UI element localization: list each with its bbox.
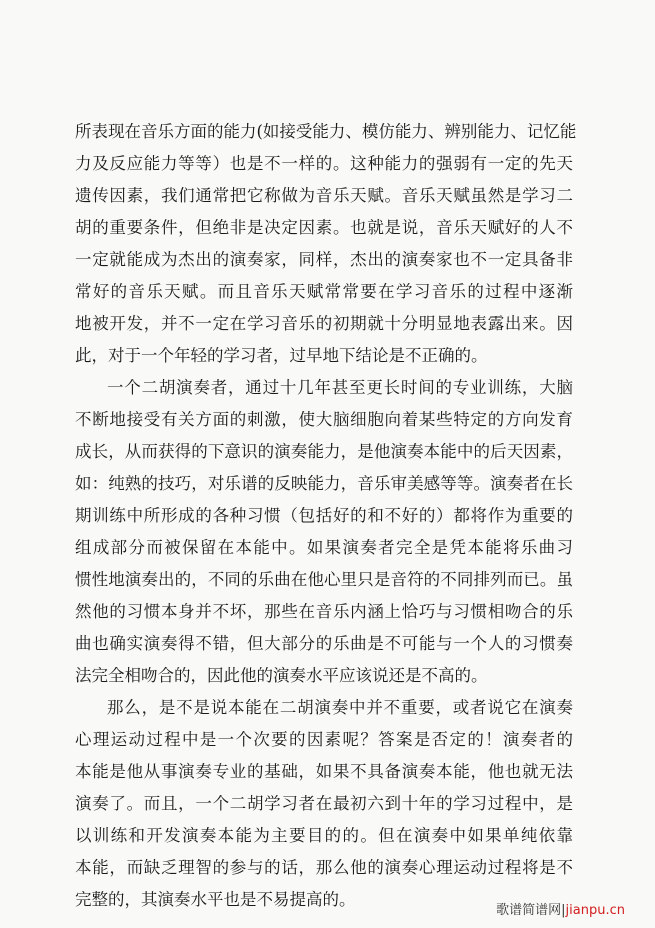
paragraph-3-line-2: 心理运动过程中是一个次要的因素呢？答案是否定的！演奏者的: [75, 730, 573, 749]
paragraph-1-line-2: 力及反应能力等等）也是不一样的。这种能力的强弱有一定的先天: [75, 154, 573, 173]
paragraph-3-line-5: 以训练和开发演奏本能为主要目的的。但在演奏中如果单纯依靠: [75, 826, 573, 845]
paragraph-3-line-3: 本能是他从事演奏专业的基础，如果不具备演奏本能，他也就无法: [75, 762, 573, 781]
paragraph-3-line-1: 那么，是不是说本能在二胡演奏中并不重要，或者说它在演奏: [107, 698, 573, 717]
paragraph-1-line-4: 胡的重要条件，但绝非是决定因素。也就是说，音乐天赋好的人不: [75, 218, 573, 237]
paragraph-1-line-3: 遗传因素，我们通常把它称做为音乐天赋。音乐天赋虽然是学习二: [75, 186, 573, 205]
paragraph-2-line-6: 组成部分而被保留在本能中。如果演奏者完全是凭本能将乐曲习: [75, 538, 573, 557]
paragraph-2-line-8: 然他的习惯本身并不坏，那些在音乐内涵上恰巧与习惯相吻合的乐: [75, 602, 573, 621]
paragraph-1-line-5: 一定就能成为杰出的演奏家，同样，杰出的演奏家也不一定具备非: [75, 250, 573, 269]
paragraph-2-line-10: 法完全相吻合的，因此他的演奏水平应该说还是不高的。: [75, 666, 488, 685]
paragraph-2-line-1: 一个二胡演奏者，通过十几年甚至更长时间的专业训练，大脑: [107, 378, 573, 397]
paragraph-2-line-5: 期训练中所形成的各种习惯（包括好的和不好的）都将作为重要的: [75, 506, 573, 525]
watermark-url: jianpu.cn: [565, 903, 625, 918]
paragraph-2-line-4: 如：纯熟的技巧，对乐谱的反映能力，音乐审美感等等。演奏者在长: [75, 474, 573, 493]
paragraph-2-line-7: 惯性地演奏出的，不同的乐曲在他心里只是音符的不同排列而已。虽: [75, 570, 573, 589]
paragraph-1-line-1: 所表现在音乐方面的能力(如接受能力、模仿能力、辨别能力、记忆能: [75, 122, 577, 141]
paragraph-3-line-6: 本能，而缺乏理智的参与的话，那么他的演奏心理运动过程将是不: [75, 858, 573, 877]
paragraph-1-line-8: 此，对于一个年轻的学习者，过早地下结论是不正确的。: [75, 346, 488, 365]
paragraph-2-line-3: 成长，从而获得的下意识的演奏能力，是他演奏本能中的后天因素，: [75, 442, 573, 461]
paragraph-2-line-9: 曲也确实演奏得不错，但大部分的乐曲是不可能与一个人的习惯奏: [75, 634, 573, 653]
paragraph-1-line-7: 地被开发，并不一定在学习音乐的初期就十分明显地表露出来。因: [75, 314, 573, 333]
watermark-site-name: 歌谱简谱网: [496, 903, 562, 918]
paragraph-1-line-6: 常好的音乐天赋。而且音乐天赋常常要在学习音乐的过程中逐渐: [75, 282, 573, 301]
site-watermark: 歌谱简谱网|jianpu.cn: [496, 903, 625, 918]
paragraph-3-line-4: 演奏了。而且，一个二胡学习者在最初六到十年的学习过程中，是: [75, 794, 573, 813]
paragraph-3-line-7: 完整的，其演奏水平也是不易提高的。: [75, 890, 356, 909]
paragraph-2-line-2: 不断地接受有关方面的刺激，使大脑细胞向着某些特定的方向发育: [75, 410, 573, 429]
